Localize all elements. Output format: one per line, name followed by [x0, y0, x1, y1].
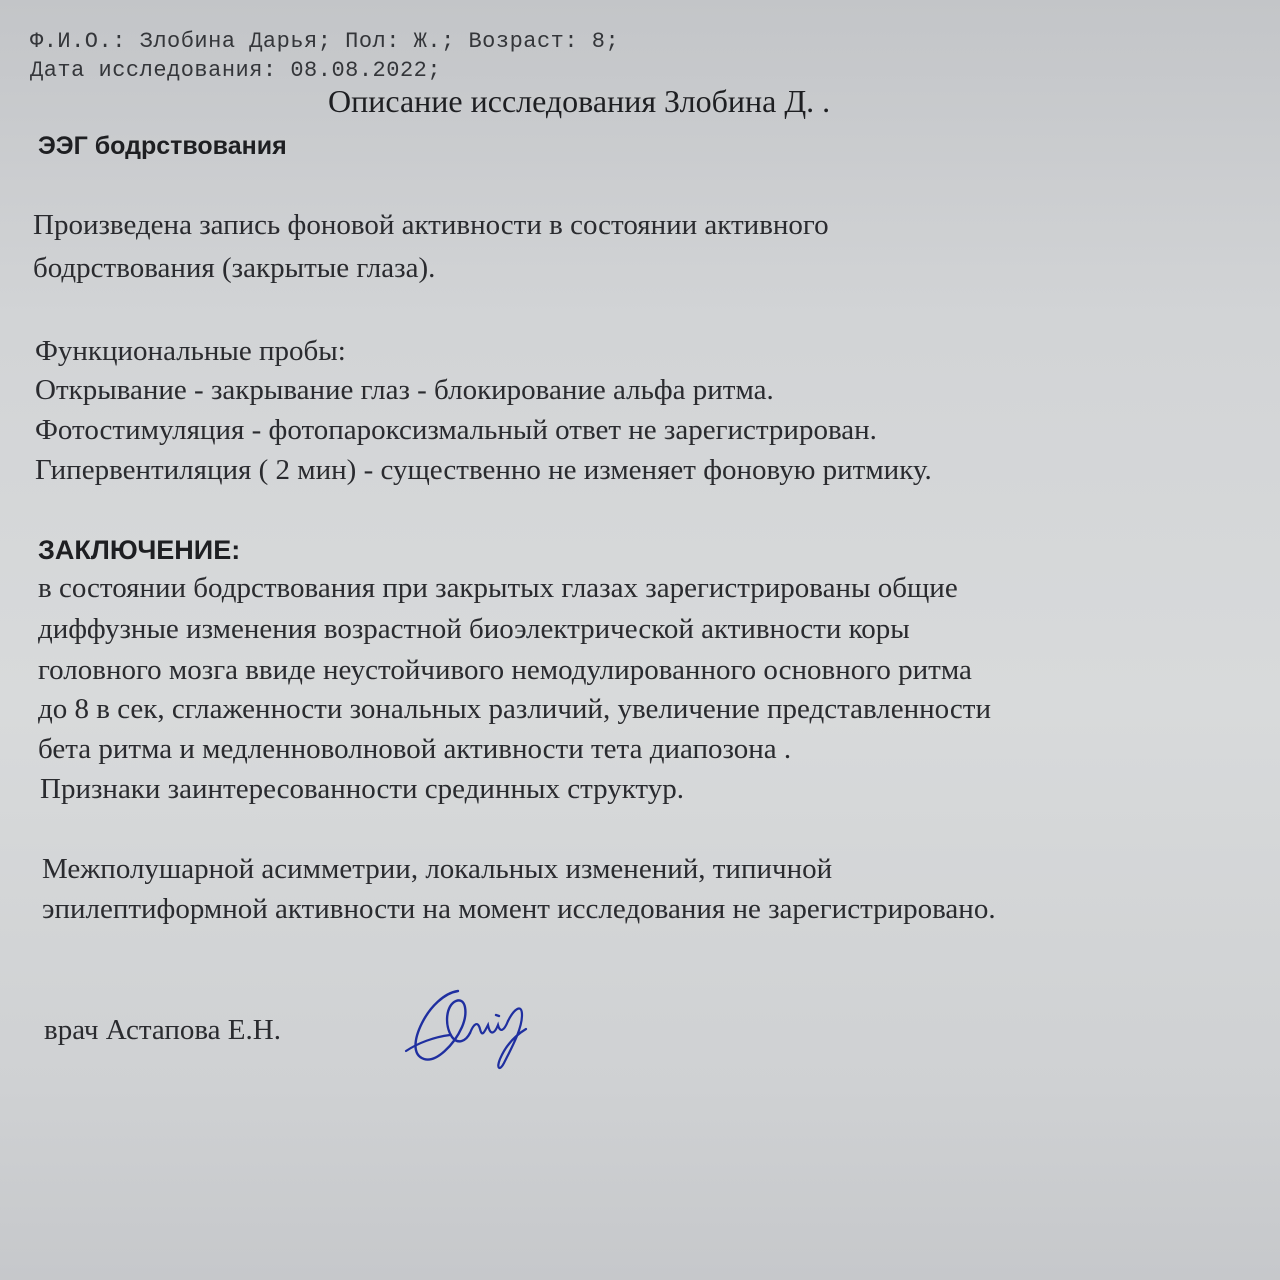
conclusion-line-4: до 8 в сек, сглаженности зональных различий, увеличение представленности: [38, 693, 991, 725]
conclusion-heading: ЗАКЛЮЧЕНИЕ:: [38, 535, 241, 565]
tests-heading: Функциональные пробы:: [35, 335, 346, 367]
intro-line-2: бодрствования (закрытые глаза).: [33, 252, 436, 284]
study-date-line: Дата исследования: 08.08.2022;: [30, 58, 442, 83]
conclusion-line-6: Признаки заинтересованности срединных структур.: [40, 773, 684, 805]
doctor-name: врач Астапова Е.Н.: [44, 1014, 281, 1046]
patient-info-line: Ф.И.О.: Злобина Дарья; Пол: Ж.; Возраст: 8;: [30, 29, 620, 54]
test-item-photostimulation: Фотостимуляция - фотопароксизмальный ответ не зарегистрирован.: [35, 414, 877, 446]
conclusion-line-2: диффузные изменения возрастной биоэлектрической активности коры: [38, 613, 910, 645]
final-line-1: Межполушарной асимметрии, локальных изменений, типичной: [42, 853, 833, 885]
intro-line-1: Произведена запись фоновой активности в состоянии активного: [33, 209, 829, 241]
signature-icon: [400, 985, 535, 1075]
conclusion-line-1: в состоянии бодрствования при закрытых глазах зарегистрированы общие: [38, 572, 958, 604]
conclusion-line-3: головного мозга ввиде неустойчивого немодулированного основного ритма: [38, 654, 972, 686]
document-title: Описание исследования Злобина Д. .: [328, 83, 831, 119]
section-heading-eeg: ЭЭГ бодрствования: [38, 132, 287, 160]
test-item-eyes: Открывание - закрывание глаз - блокирование альфа ритма.: [35, 374, 774, 406]
test-item-hyperventilation: Гипервентиляция ( 2 мин) - существенно не изменяет фоновую ритмику.: [35, 454, 932, 486]
final-line-2: эпилептиформной активности на момент исследования не зарегистрировано.: [42, 893, 996, 925]
conclusion-line-5: бета ритма и медленноволновой активности тета диапозона .: [38, 733, 792, 765]
